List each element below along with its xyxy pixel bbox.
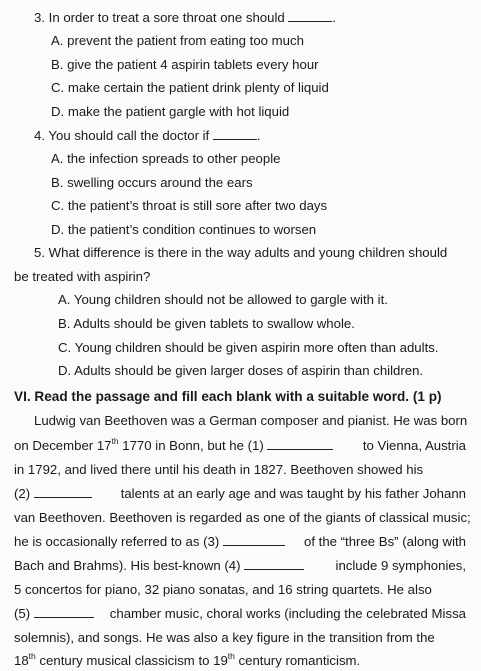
passage-line-10: solemnis), and songs. He was also a key figure in the transition from the	[14, 630, 435, 645]
q3-option-c: C. make certain the patient drink plenty of liquid	[51, 80, 329, 95]
passage-text: he is occasionally referred to as (3)	[14, 534, 285, 550]
q4-option-a: A. the infection spreads to other people	[51, 151, 281, 166]
q5-option-a: A. Young children should not be allowed to gargle with it.	[58, 292, 388, 307]
passage-text: in 1792, and lived there until his death in 1827. Beethoven showed his	[14, 462, 424, 477]
blank-4	[244, 558, 304, 570]
blank-1	[267, 438, 333, 450]
blank-3	[223, 534, 285, 546]
passage-text: chamber music, choral works (including the celebrated Missa	[109, 606, 466, 621]
passage-line-3	[14, 462, 466, 478]
passage-line-11: 18th century musical classicism to 19th century romanticism.	[14, 650, 361, 668]
q4-option-d: D. the patient’s condition continues to worsen	[51, 222, 317, 237]
question-3-text: 3. In order to treat a sore throat one should	[34, 10, 285, 25]
q3-option-a: A. prevent the patient from eating too much	[51, 33, 304, 48]
passage-line-5: van Beethoven. Beethoven is regarded as one of the giants of classical music;	[14, 510, 471, 525]
passage-text: Bach and Brahms). His best-known (4)	[14, 558, 304, 574]
question-4-text: 4. You should call the doctor if	[34, 128, 210, 143]
question-4-stem	[34, 128, 261, 144]
passage-text: include 9 symphonies,	[335, 558, 466, 573]
passage-line-1: Ludwig van Beethoven was a German composer and pianist. He was born	[34, 413, 468, 428]
q5-option-d: D. Adults should be given larger doses of aspirin than children.	[58, 363, 424, 378]
passage-text: (2)	[14, 486, 92, 502]
q5-option-b: B. Adults should be given tablets to swallow whole.	[58, 316, 355, 331]
q4-option-b: B. swelling occurs around the ears	[51, 175, 253, 190]
passage-text: (5)	[14, 606, 94, 622]
blank-2	[34, 486, 92, 498]
q3-option-b: B. give the patient 4 aspirin tablets every hour	[51, 57, 319, 72]
passage-text: talents at an early age and was taught by his father Johann	[120, 486, 466, 501]
question-4-end: .	[256, 128, 261, 143]
question-3-end: .	[332, 10, 337, 25]
answer-blank	[213, 128, 257, 140]
passage-text: of the “three Bs” (along with	[304, 534, 466, 549]
q5-option-c: C. Young children should be given aspirin more often than adults.	[58, 340, 439, 355]
q4-option-c: C. the patient’s throat is still sore after two days	[51, 198, 328, 213]
section-6-heading: VI. Read the passage and fill each blank with a suitable word. (1 p)	[14, 389, 442, 404]
question-3-stem	[34, 10, 336, 26]
q3-option-d: D. make the patient gargle with hot liquid	[51, 104, 290, 119]
passage-line-8: 5 concertos for piano, 32 piano sonatas, and 16 string quartets. He also	[14, 582, 432, 597]
question-5-stem-line2: be treated with aspirin?	[14, 269, 151, 284]
passage-line-2	[14, 435, 466, 454]
passage-line-6	[14, 534, 466, 550]
passage-text: to Vienna, Austria	[362, 438, 466, 453]
passage-line-4	[14, 486, 466, 502]
question-5-stem-line1: 5. What difference is there in the way adults and young children should	[34, 245, 448, 260]
passage-line-7	[14, 558, 466, 574]
blank-5	[34, 606, 94, 618]
passage-text: on December 17th 1770 in Bonn, but he (1)	[14, 438, 333, 454]
passage-line-9	[14, 606, 466, 622]
answer-blank	[288, 10, 332, 22]
